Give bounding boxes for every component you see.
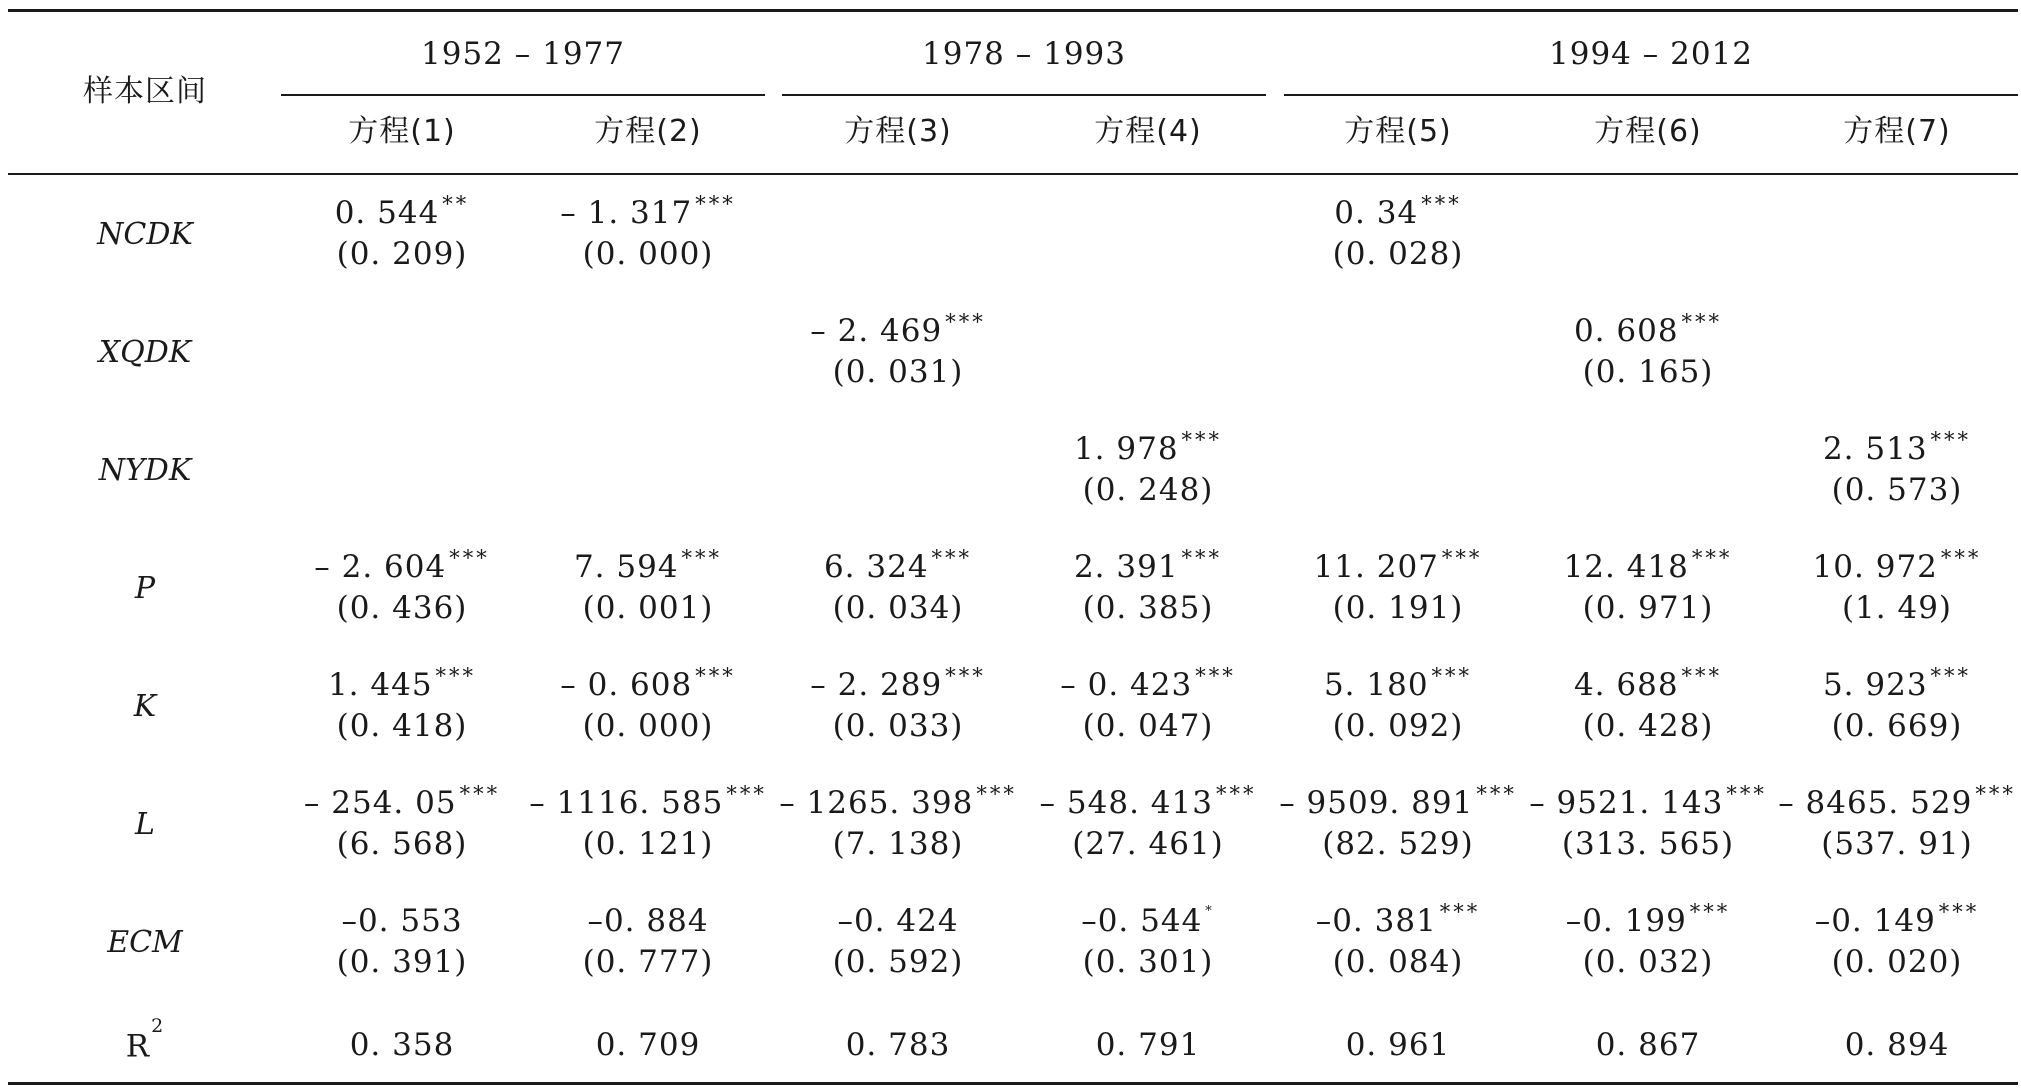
coefficient-value: 1. 445 (327, 667, 433, 703)
standard-error-cell: (0. 592) (832, 944, 964, 980)
r-squared-value: 0. 709 (595, 1027, 701, 1063)
header-rule (8, 173, 2018, 175)
significance-stars: *** (726, 782, 767, 806)
significance-stars: *** (1431, 664, 1473, 688)
r-squared-value: 0. 894 (1844, 1027, 1950, 1063)
r-squared-value: 0. 961 (1345, 1027, 1451, 1063)
coefficient-cell (1773, 664, 2021, 703)
standard-error-cell: (0. 000) (582, 236, 714, 272)
sample-period-label: 样本区间 (83, 74, 207, 109)
standard-error-cell: (0. 032) (1582, 944, 1714, 980)
significance-stars: *** (1726, 782, 1767, 806)
r-squared-value: 0. 358 (349, 1027, 455, 1063)
variable-label-ecm: ECM (107, 925, 183, 960)
coefficient-cell (1273, 546, 1523, 585)
coefficient-value: 10. 972 (1812, 549, 1938, 585)
significance-stars: *** (1930, 664, 1972, 688)
significance-stars: *** (945, 664, 986, 688)
coefficient-cell (523, 664, 773, 703)
coefficient-value: – 0. 423 (1060, 667, 1193, 703)
coefficient-cell (281, 903, 523, 939)
equation-header-5: 方程(5) (1344, 114, 1452, 149)
coefficient-value: –0. 424 (837, 903, 959, 939)
coefficient-cell (1023, 546, 1273, 585)
significance-stars: *** (681, 546, 723, 570)
coefficient-cell (1273, 192, 1523, 231)
coefficient-value: 0. 608 (1573, 313, 1679, 349)
coefficient-cell (1023, 664, 1273, 703)
coefficient-value: – 1265. 398 (779, 785, 974, 821)
standard-error-cell: (6. 568) (336, 826, 468, 862)
variable-label-p: P (134, 571, 156, 606)
coefficient-value: –0. 199 (1565, 903, 1687, 939)
coefficient-cell (281, 546, 523, 585)
standard-error-cell: (0. 669) (1831, 708, 1963, 744)
variable-label-xqdk: XQDK (98, 335, 192, 370)
coefficient-cell (281, 664, 523, 703)
coefficient-value: – 1. 317 (560, 195, 693, 231)
standard-error-cell: (0. 020) (1831, 944, 1963, 980)
standard-error-cell: (0. 191) (1332, 590, 1464, 626)
coefficient-value: – 8465. 529 (1778, 785, 1973, 821)
coefficient-value: –0. 381 (1315, 903, 1437, 939)
significance-stars: *** (1181, 428, 1223, 452)
r-squared-value: 0. 783 (845, 1027, 951, 1063)
significance-stars: *** (1441, 546, 1483, 570)
coefficient-value: – 548. 413 (1039, 785, 1213, 821)
coefficient-cell (773, 310, 1023, 349)
coefficient-cell (281, 782, 523, 821)
significance-stars: *** (1195, 664, 1236, 688)
period-underline-3 (1284, 94, 2018, 96)
standard-error-cell: (0. 777) (582, 944, 714, 980)
r-squared-label (10, 1015, 280, 1065)
coefficient-cell (1523, 900, 1773, 939)
significance-stars: *** (1689, 900, 1731, 924)
r-squared-superscript: 2 (151, 1015, 165, 1037)
coefficient-value: 2. 513 (1822, 431, 1928, 467)
equation-header-2: 方程(2) (594, 114, 702, 149)
period-underline-1 (281, 94, 765, 96)
coefficient-cell (773, 546, 1023, 585)
standard-error-cell: (0. 121) (582, 826, 714, 862)
standard-error-cell: (313. 565) (1561, 826, 1735, 862)
coefficient-value: –0. 149 (1814, 903, 1936, 939)
period-1978-1993: 1978 – 1993 (922, 36, 1126, 72)
coefficient-cell (523, 546, 773, 585)
variable-label-k: K (133, 689, 157, 724)
standard-error-cell: (0. 209) (336, 236, 468, 272)
coefficient-cell (281, 192, 523, 231)
period-1994-2012: 1994 – 2012 (1549, 36, 1753, 72)
coefficient-value: – 254. 05 (303, 785, 457, 821)
coefficient-cell (773, 903, 1023, 939)
coefficient-cell (1773, 546, 2021, 585)
coefficient-value: –0. 884 (587, 903, 709, 939)
standard-error-cell: (0. 084) (1332, 944, 1464, 980)
significance-stars: *** (1938, 900, 1980, 924)
standard-error-cell: (82. 529) (1322, 826, 1474, 862)
significance-stars: *** (1930, 428, 1972, 452)
top-rule (8, 9, 2018, 12)
significance-stars: ** (442, 192, 470, 216)
standard-error-cell: (0. 385) (1082, 590, 1214, 626)
equation-header-6: 方程(6) (1594, 114, 1702, 149)
equation-header-3: 方程(3) (844, 114, 952, 149)
standard-error-cell: (0. 971) (1582, 590, 1714, 626)
coefficient-cell (1023, 428, 1273, 467)
coefficient-value: 4. 688 (1573, 667, 1679, 703)
coefficient-value: 0. 34 (1334, 195, 1419, 231)
coefficient-cell (1773, 900, 2021, 939)
r-squared-value: 0. 867 (1595, 1027, 1701, 1063)
coefficient-value: – 0. 608 (560, 667, 693, 703)
standard-error-cell: (0. 573) (1831, 472, 1963, 508)
r-squared-value: 0. 791 (1095, 1027, 1201, 1063)
coefficient-value: 0. 544 (334, 195, 440, 231)
coefficient-value: 1. 978 (1073, 431, 1179, 467)
coefficient-value: 5. 923 (1822, 667, 1928, 703)
coefficient-cell (1523, 546, 1773, 585)
standard-error-cell: (0. 391) (336, 944, 468, 980)
coefficient-cell (1773, 428, 2021, 467)
coefficient-cell (523, 782, 773, 821)
standard-error-cell: (0. 436) (336, 590, 468, 626)
standard-error-cell: (0. 000) (582, 708, 714, 744)
equation-header-4: 方程(4) (1094, 114, 1202, 149)
period-1952-1977: 1952 – 1977 (421, 36, 625, 72)
significance-stars: *** (449, 546, 490, 570)
coefficient-value: – 1116. 585 (529, 785, 724, 821)
standard-error-cell: (0. 033) (832, 708, 964, 744)
significance-stars: *** (1421, 192, 1462, 216)
significance-stars: *** (435, 664, 477, 688)
coefficient-cell (523, 903, 773, 939)
significance-stars: *** (1691, 546, 1733, 570)
coefficient-cell (1023, 903, 1273, 939)
standard-error-cell: (0. 028) (1332, 236, 1464, 272)
standard-error-cell: (537. 91) (1821, 826, 1973, 862)
significance-stars: *** (695, 664, 736, 688)
coefficient-value: 5. 180 (1323, 667, 1429, 703)
significance-stars: *** (695, 192, 736, 216)
coefficient-value: 6. 324 (823, 549, 929, 585)
equation-header-1: 方程(1) (348, 114, 456, 149)
standard-error-cell: (1. 49) (1841, 590, 1953, 626)
standard-error-cell: (0. 165) (1582, 354, 1714, 390)
significance-stars: *** (1476, 782, 1517, 806)
period-underline-2 (782, 94, 1266, 96)
coefficient-cell (1273, 782, 1523, 821)
bottom-rule (8, 1082, 2018, 1085)
coefficient-value: – 2. 604 (314, 549, 447, 585)
coefficient-cell (1773, 782, 2021, 821)
significance-stars: *** (976, 782, 1017, 806)
significance-stars: *** (1439, 900, 1481, 924)
standard-error-cell: (0. 047) (1082, 708, 1214, 744)
coefficient-value: – 9521. 143 (1529, 785, 1724, 821)
variable-label-ncdk: NCDK (97, 217, 193, 252)
coefficient-value: – 9509. 891 (1279, 785, 1474, 821)
coefficient-value: –0. 553 (341, 903, 463, 939)
variable-label-nydk: NYDK (98, 453, 192, 488)
r-squared-letter: R (125, 1028, 151, 1065)
standard-error-cell: (0. 428) (1582, 708, 1714, 744)
standard-error-cell: (0. 248) (1082, 472, 1214, 508)
coefficient-cell (1023, 782, 1273, 821)
standard-error-cell: (27. 461) (1072, 826, 1224, 862)
coefficient-value: 2. 391 (1073, 549, 1179, 585)
significance-stars: *** (1940, 546, 1982, 570)
significance-stars: *** (931, 546, 973, 570)
standard-error-cell: (0. 301) (1082, 944, 1214, 980)
coefficient-cell (1273, 900, 1523, 939)
coefficient-cell (1273, 664, 1523, 703)
significance-stars: *** (1975, 782, 2016, 806)
significance-stars: *** (459, 782, 501, 806)
standard-error-cell: (0. 031) (832, 354, 964, 390)
standard-error-cell: (7. 138) (832, 826, 964, 862)
significance-stars: *** (1181, 546, 1223, 570)
coefficient-value: 11. 207 (1313, 549, 1439, 585)
coefficient-cell (1523, 782, 1773, 821)
standard-error-cell: (0. 418) (336, 708, 468, 744)
standard-error-cell: (0. 034) (832, 590, 964, 626)
significance-stars: *** (1215, 782, 1257, 806)
significance-stars: *** (1681, 664, 1723, 688)
variable-label-l: L (135, 807, 155, 842)
coefficient-value: – 2. 469 (810, 313, 943, 349)
significance-stars: *** (945, 310, 986, 334)
coefficient-value: –0. 544 (1081, 903, 1203, 939)
coefficient-value: 12. 418 (1563, 549, 1689, 585)
coefficient-cell (1523, 664, 1773, 703)
significance-stars: *** (1681, 310, 1723, 334)
significance-stars: * (1205, 904, 1215, 919)
coefficient-value: – 2. 289 (810, 667, 943, 703)
standard-error-cell: (0. 092) (1332, 708, 1464, 744)
coefficient-cell (773, 782, 1023, 821)
equation-header-7: 方程(7) (1843, 114, 1951, 149)
coefficient-cell (773, 664, 1023, 703)
coefficient-cell (1523, 310, 1773, 349)
standard-error-cell: (0. 001) (582, 590, 714, 626)
coefficient-cell (523, 192, 773, 231)
coefficient-value: 7. 594 (573, 549, 679, 585)
